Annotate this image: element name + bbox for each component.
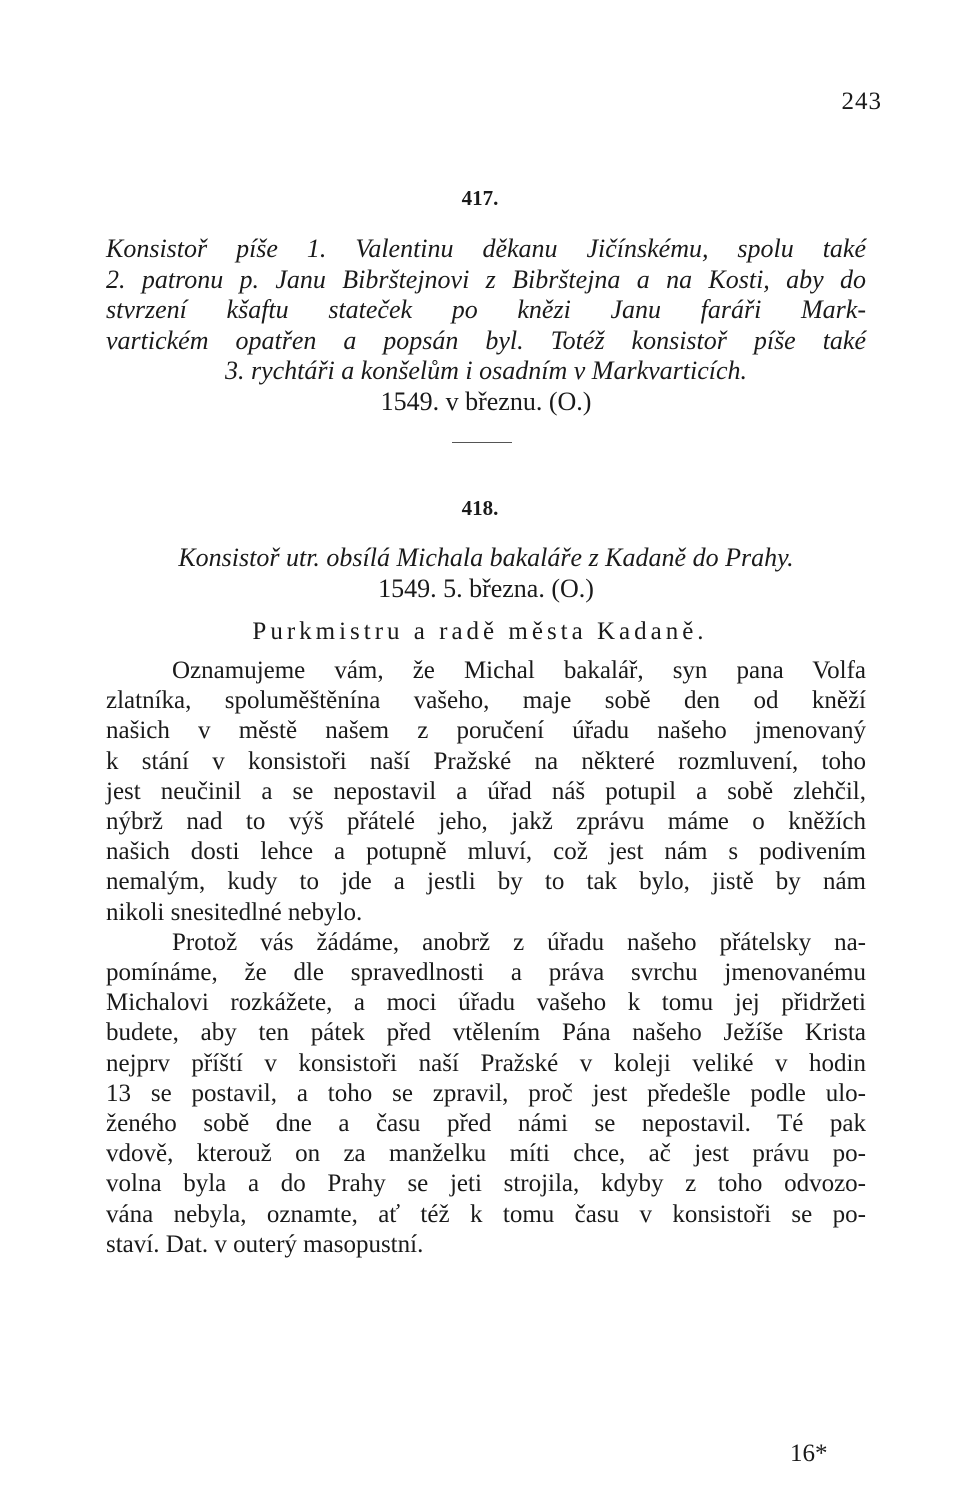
body-line: našich dosti lehce a potupně mluví, což jest nám s podivením [106,838,866,866]
body-line: staví. Dat. v outerý masopustní. [106,1230,424,1258]
body-line: k stání v konsistoři naší Pražské na některé rozmluvení, toho [106,747,866,775]
regest-417-line: 2. patronu p. Janu Bibrštejnovi z Bibrštejna a na Kosti, aby do [106,264,866,294]
body-line: zlatníka, spoluměštěnína vašeho, maje sobě den od kněží [106,687,866,715]
regest-418-line: Konsistoř utr. obsílá Michala bakaláře z Kadaně do Prahy. [178,543,794,572]
letter-address: Purkmistru a radě města Kadaně. [252,618,708,645]
body-line: nemalým, kudy to jde a jestli by to tak bylo, jistě by nám [106,868,866,896]
regest-418 [106,543,866,604]
body-line: vdově, kterouž on za manželku míti chce, ač jest právu po- [106,1140,866,1168]
body-line: vána nebyla, oznamte, ať též k tomu času v konsistoři se po- [106,1200,866,1228]
body-line: jest neučinil a se nepostavil a úřad náš potupil a sobě zlehčil, [106,777,866,805]
regest-417-line: vartickém opatřen a popsán byl. Totéž konsistoř píše také [106,325,866,355]
body-line: nikoli snesitedlné nebylo. [106,898,363,926]
page-number: 243 [841,88,882,115]
date-418: 1549. 5. března. (O.) [378,573,594,603]
regest-417 [106,234,866,417]
body-line: Protož vás žádáme, anobrž z úřadu našeho přátelsky na- [172,928,866,956]
body-line: nejprv příští v konsistoři naší Pražské v koleji veliké v hodin [106,1049,866,1077]
letter-body [106,656,866,1260]
regest-417-line: stvrzení kšaftu stateček po knězi Janu faráři Mark- [106,295,866,324]
body-line: 13 se postavil, a toho se zpravil, proč jest předešle podle ulo- [106,1079,866,1107]
signature-mark: 16* [790,1440,828,1467]
body-line: pomínáme, že dle spravedlnosti a práva svrchu jmenovanému [106,959,866,987]
section-divider [452,442,512,443]
body-line: Michalovi rozkážete, a moci úřadu vašeho k tomu jej přidržeti [106,989,866,1017]
body-line: Oznamujeme vám, že Michal bakalář, syn pana Volfa [172,657,866,684]
entry-number-418: 418. [461,496,499,520]
body-line: volna byla a do Prahy se jeti strojila, kdyby z toho odvozo- [106,1170,866,1198]
entry-number-417: 417. [461,186,499,210]
regest-417-line: 3. rychtáři a konšelům i osadním v Markvarticích. [224,356,748,385]
date-417: 1549. v březnu. (O.) [380,386,592,416]
body-line: ženého sobě dne a času před námi se nepostavil. Té pak [106,1110,866,1138]
body-line: našich v městě našem z poručení úřadu našeho jmenovaný [106,717,866,745]
body-line: budete, aby ten pátek před vtělením Pána našeho Ježíše Krista [106,1019,866,1047]
body-line: nýbrž nad to výš přátelé jeho, jakž zprávu máme o kněžích [106,808,866,836]
regest-417-line: Konsistoř píše 1. Valentinu děkanu Jičínskému, spolu také [106,234,866,263]
